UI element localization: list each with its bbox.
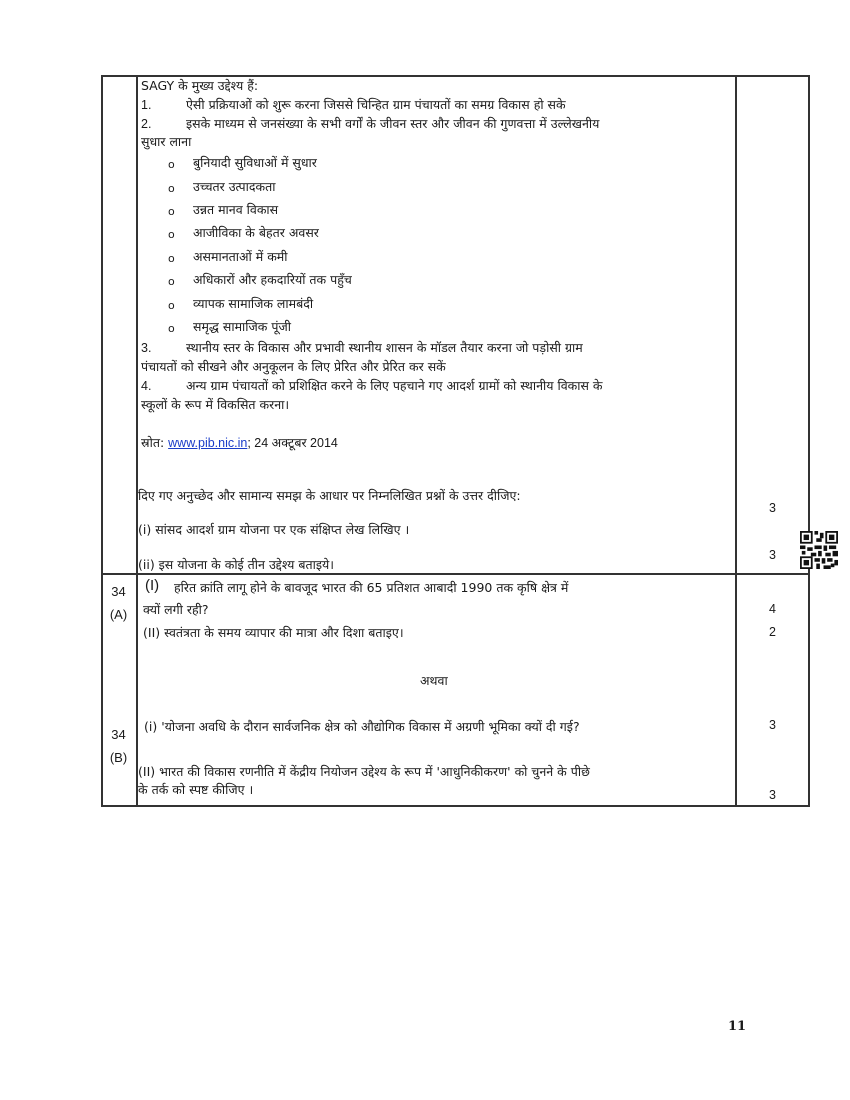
question-part: (i) सांसद आदर्श ग्राम योजना पर एक संक्षिप्त लेख लिखिए । xyxy=(138,522,410,537)
question-number: 34 xyxy=(111,727,126,742)
item-number: 2. xyxy=(141,117,152,131)
or-divider-label: अथवा xyxy=(420,673,448,688)
question-part: (i) 'योजना अवधि के दौरान सार्वजनिक क्षेत्र को औद्योगिक विकास में अग्रणी भूमिका क्यों दी गई? xyxy=(144,719,580,734)
sub-bullet: अधिकारों और हकदारियों तक पहुँच xyxy=(193,272,352,287)
marks-value: 2 xyxy=(769,625,776,639)
question-part: हरित क्रांति लागू होने के बावजूद भारत की 65 प्रतिशत आबादी 1990 तक कृषि क्षेत्र में xyxy=(174,580,569,595)
sub-bullet: बुनियादी सुविधाओं में सुधार xyxy=(193,155,317,170)
objective-item: इसके माध्यम से जनसंख्या के सभी वर्गों के जीवन स्तर और जीवन की गुणवत्ता में उल्लेखनीय xyxy=(186,116,600,131)
question-part: (II) भारत की विकास रणनीति में केंद्रीय नियोजन उद्देश्य के रूप में 'आधुनिकीकरण' को चुनने के पीछे xyxy=(138,764,590,779)
question-label: (B) xyxy=(109,750,128,765)
bullet-icon: o xyxy=(168,182,175,195)
question-number: 34 xyxy=(111,584,126,599)
row-divider xyxy=(103,573,808,575)
objective-item: ऐसी प्रक्रियाओं को शुरू करना जिससे चिन्हित ग्राम पंचायतों का समग्र विकास हो सके xyxy=(186,97,566,112)
question-label: (A) xyxy=(109,607,128,622)
bullet-icon: o xyxy=(168,205,175,218)
item-number: 1. xyxy=(141,98,152,112)
question-instruction: दिए गए अनुच्छेद और सामान्य समझ के आधार पर निम्नलिखित प्रश्नों के उत्तर दीजिए: xyxy=(138,488,521,503)
bullet-icon: o xyxy=(168,299,175,312)
sub-bullet: व्यापक सामाजिक लामबंदी xyxy=(193,296,314,311)
sub-bullet: असमानताओं में कमी xyxy=(193,249,288,264)
objective-item: अन्य ग्राम पंचायतों को प्रशिक्षित करने के लिए पहचाने गए आदर्श ग्रामों को स्थानीय विकास के xyxy=(186,378,603,393)
sub-bullet: उन्नत मानव विकास xyxy=(193,202,279,217)
question-part-cont: के तर्क को स्पष्ट कीजिए । xyxy=(138,782,254,797)
question-part: (II) स्वतंत्रता के समय व्यापार की मात्रा और दिशा बताइए। xyxy=(143,625,404,640)
source-label: स्रोत: xyxy=(141,435,165,450)
marks-value: 3 xyxy=(769,718,776,732)
sub-bullet: समृद्ध सामाजिक पूंजी xyxy=(193,319,291,334)
bullet-icon: o xyxy=(168,228,175,241)
question-part-cont: क्यों लगी रही? xyxy=(143,602,209,617)
sub-bullet: उच्चतर उत्पादकता xyxy=(193,179,276,194)
question-part: (ii) इस योजना के कोई तीन उद्देश्य बताइये। xyxy=(138,557,335,572)
objective-item-cont: सुधार लाना xyxy=(141,134,192,149)
bullet-icon: o xyxy=(168,275,175,288)
marks-value: 3 xyxy=(769,788,776,802)
source-link[interactable]: www.pib.nic.in xyxy=(168,436,248,450)
bullet-icon: o xyxy=(168,322,175,335)
item-number: 3. xyxy=(141,341,152,355)
sub-bullet: आजीविका के बेहतर अवसर xyxy=(193,225,319,240)
source-line xyxy=(141,435,338,451)
marks-value: 3 xyxy=(769,501,776,515)
column-divider-marks xyxy=(735,77,737,805)
objective-item-cont: स्कूलों के रूप में विकसित करना। xyxy=(141,397,290,412)
objective-item-cont: पंचायतों को सीखने और अनुकूलन के लिए प्रेरित और प्रेरित कर सकें xyxy=(141,359,446,374)
marks-value: 4 xyxy=(769,602,776,616)
column-divider-qno xyxy=(136,77,138,805)
page-number: 11 xyxy=(728,1019,747,1034)
marks-value: 3 xyxy=(769,548,776,562)
bullet-icon: o xyxy=(168,158,175,171)
part-prefix: (I) xyxy=(145,577,160,594)
objective-item: स्थानीय स्तर के विकास और प्रभावी स्थानीय शासन के मॉडल तैयार करना जो पड़ोसी ग्राम xyxy=(186,340,583,355)
source-date: ; 24 अक्टूबर 2014 xyxy=(247,436,338,450)
bullet-icon: o xyxy=(168,252,175,265)
item-number: 4. xyxy=(141,379,152,393)
passage-heading: SAGY के मुख्य उद्देश्य हैं: xyxy=(141,78,259,93)
qr-code-icon xyxy=(800,531,838,569)
